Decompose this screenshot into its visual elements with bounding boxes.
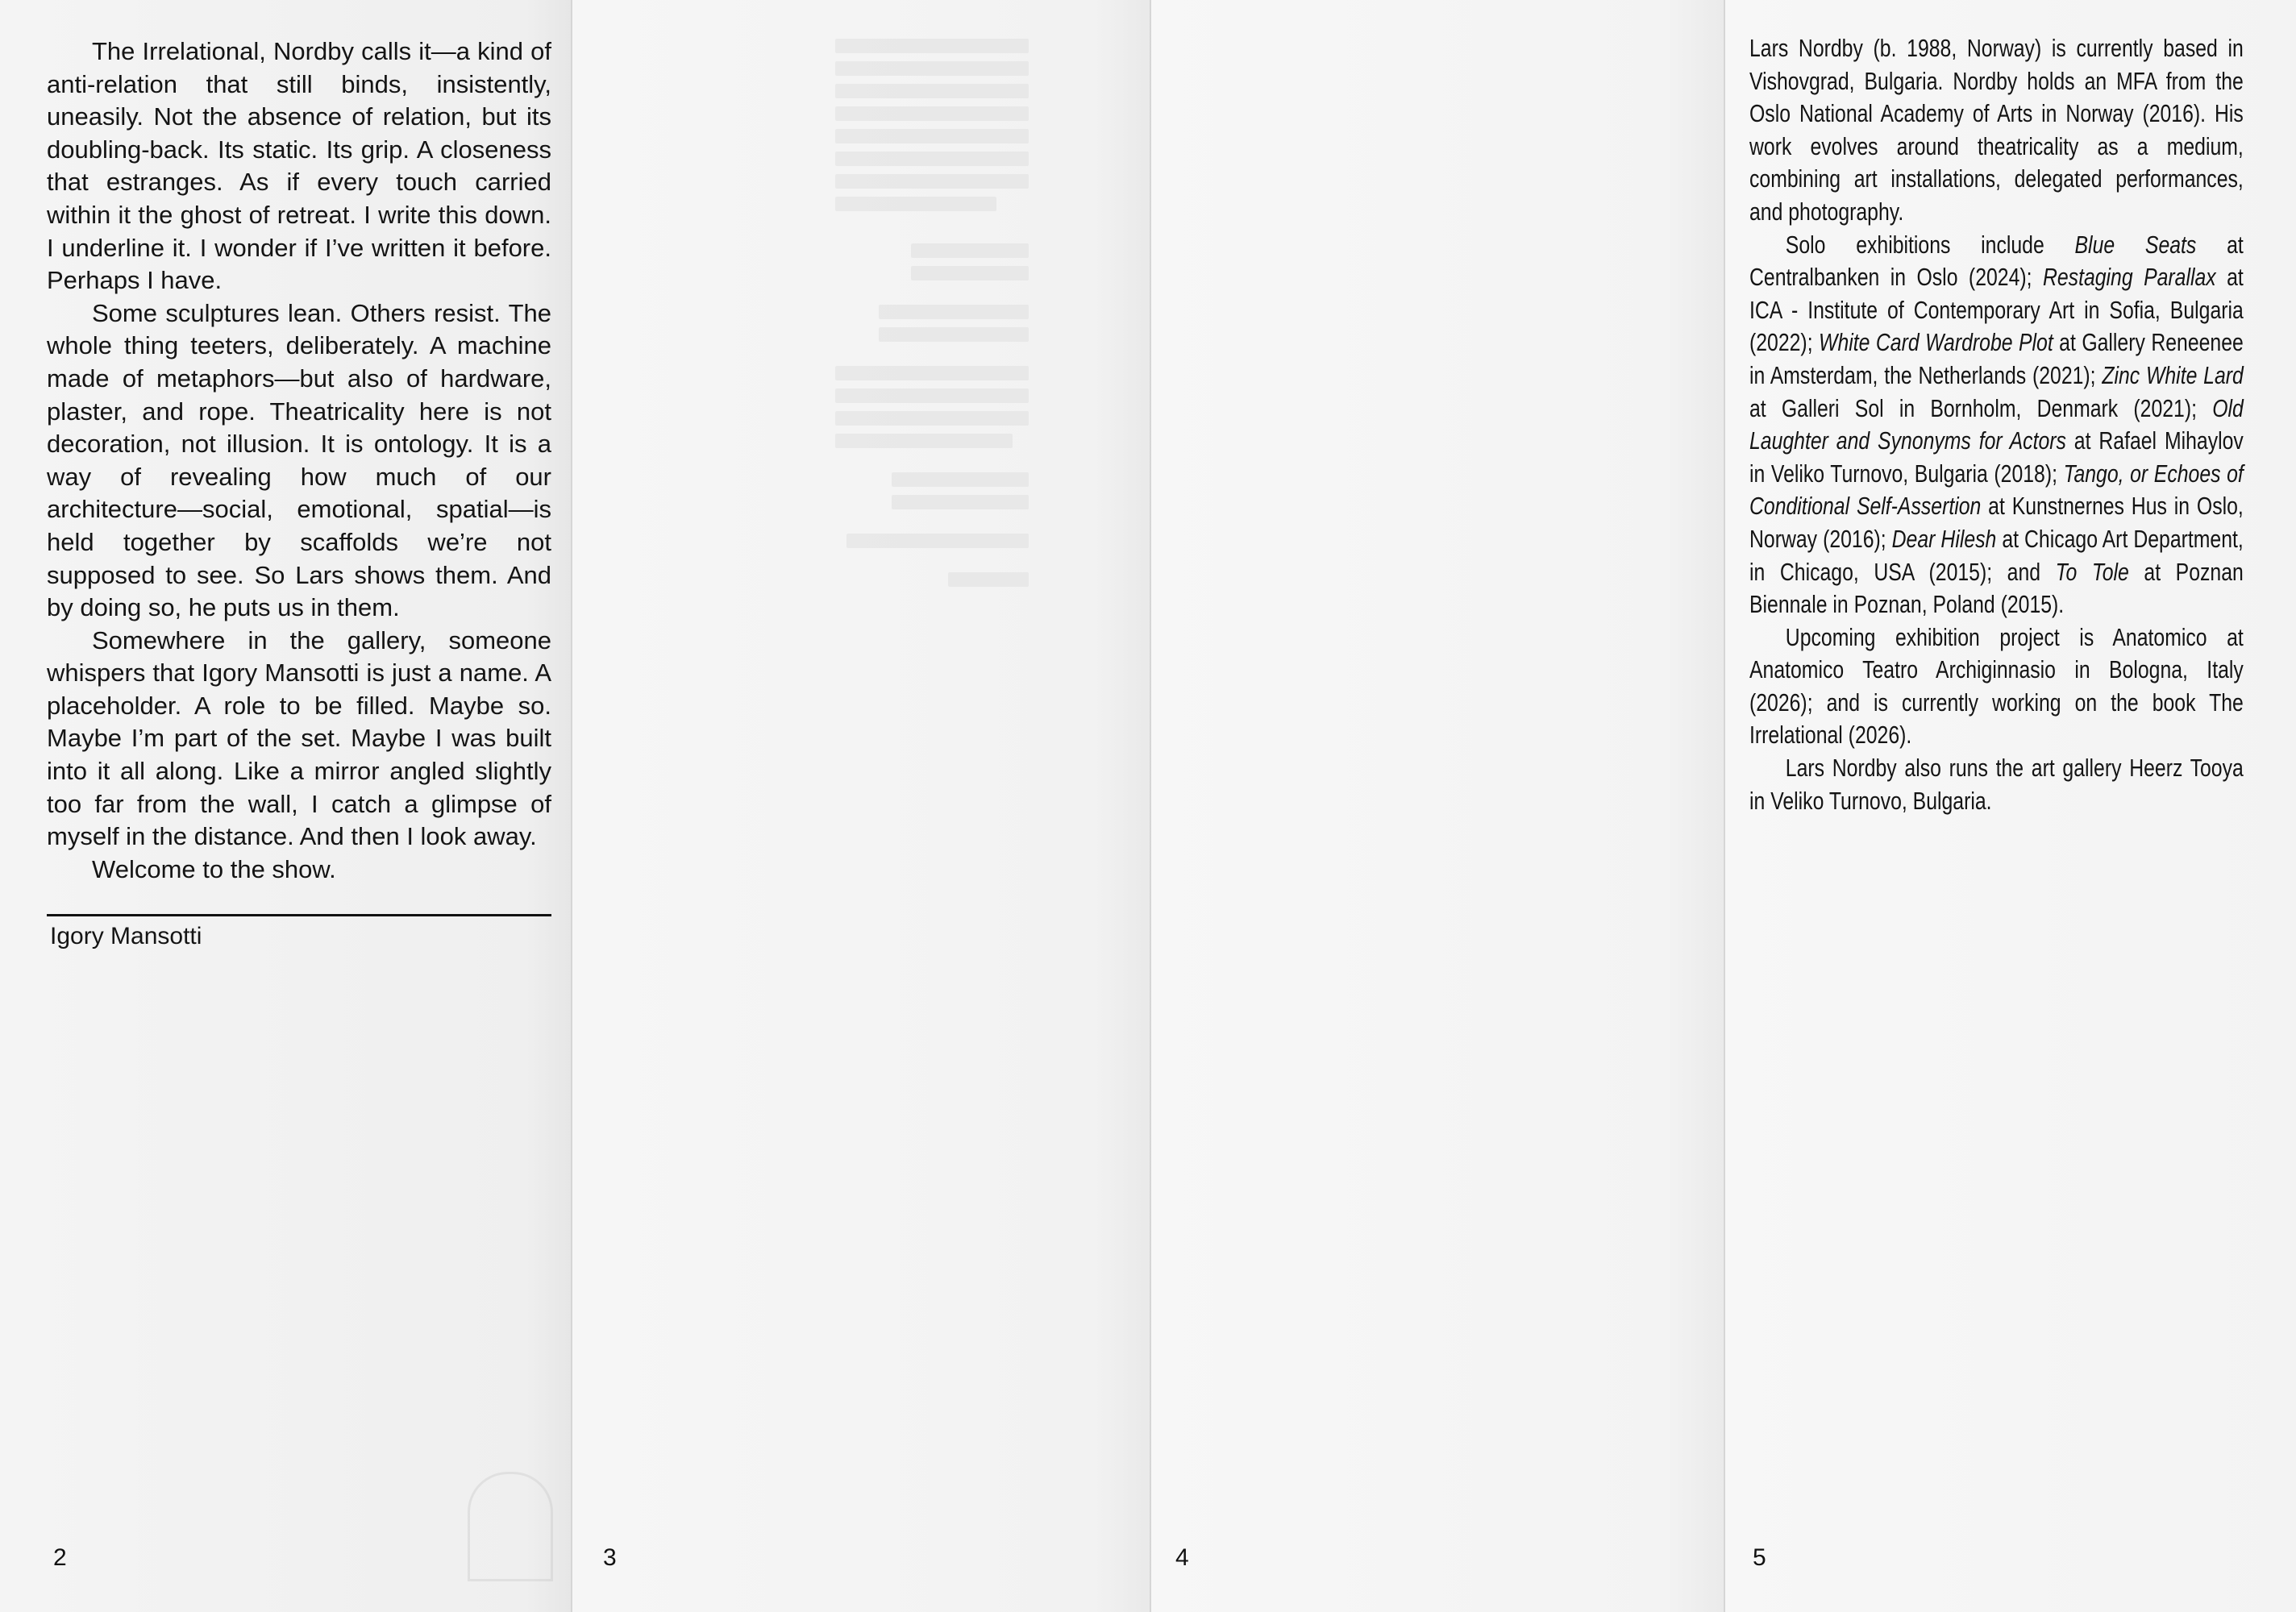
exhibition-text: at Gallery Reneenee in Amsterdam, the Netherlands (2021); <box>1749 328 2244 389</box>
exhibition-text: at Chicago Art Department, in Chicago, USA (2015); and <box>1749 524 2244 586</box>
signature-rule <box>47 914 551 916</box>
page-number: 3 <box>603 1544 617 1571</box>
exhibition-text: at Poznan Biennale in Poznan, Poland (2015). <box>1749 557 2244 619</box>
show-through-text <box>892 472 1029 487</box>
exhibition-title: White Card Wardrobe Plot <box>1819 328 2053 357</box>
show-through-text <box>835 106 1029 121</box>
exhibition-text: at Galleri Sol in Bornholm, Denmark (2021); <box>1749 393 2213 422</box>
show-through-text <box>835 174 1029 189</box>
exhibition-text: at Rafael Mihaylov in Veliko Turnovo, Bulgaria (2018); <box>1749 426 2244 488</box>
page-four <box>1151 0 1725 1612</box>
exhibition-title: Zinc White Lard <box>2102 360 2244 389</box>
page-five <box>1725 0 2296 1612</box>
page-number: 4 <box>1175 1544 1189 1571</box>
essay-closing-line: Welcome to the show. <box>92 854 336 883</box>
exhibition-text: Solo exhibitions include <box>1785 230 2075 259</box>
essay-text <box>47 35 551 886</box>
exhibition-title: Dear Hilesh <box>1891 524 1997 553</box>
solo-exhibitions-paragraph <box>1749 229 2244 621</box>
show-through-text <box>911 243 1029 258</box>
exhibition-text: at Centralbanken in Oslo (2024); <box>1749 230 2244 292</box>
essay-paragraph: Somewhere in the gallery, someone whispers that Igory Mansotti is just a name. A placeholder. A role to be filled. Maybe so. Maybe I’m part of the set. Maybe I was built into it all along. Like a mirror angled slightly too far from the wall, I catch a glimpse of myself in the distance. And then I look away. <box>47 625 551 851</box>
essay-paragraph: The Irrelational, Nordby calls it—a kind of anti-relation that still binds, insistently, uneasily. Not the absence of relation, but its doubling-back. Its static. Its grip. A closeness that estranges. As if every touch carried within it the ghost of retreat. I write this down. I underline it. I wonder if I’ve written it before. Perhaps I have. <box>47 37 551 295</box>
show-through-text <box>835 152 1029 166</box>
page-three <box>572 0 1151 1612</box>
artist-biography <box>1749 32 2244 817</box>
exhibition-text: at ICA - Institute of Contemporary Art in Sofia, Bulgaria (2022); <box>1749 263 2244 357</box>
show-through-arch-shape <box>468 1472 553 1581</box>
show-through-text <box>835 197 996 211</box>
gallery-paragraph: Lars Nordby also runs the art gallery Heerz Tooya in Veliko Turnovo, Bulgaria. <box>1749 754 2244 815</box>
show-through-text <box>835 84 1029 98</box>
page-two <box>0 0 572 1612</box>
upcoming-paragraph: Upcoming exhibition project is Anatomico at Anatomico Teatro Archiginnasio in Bologna, Italy (2026); and is currently working on the book The Irrelational (2026). <box>1749 622 2244 750</box>
page-number: 5 <box>1753 1544 1766 1571</box>
show-through-text <box>879 327 1029 342</box>
show-through-text <box>835 388 1029 403</box>
author-signature: Igory Mansotti <box>50 923 202 949</box>
show-through-text <box>879 305 1029 319</box>
show-through-text <box>835 129 1029 143</box>
bio-paragraph: Lars Nordby (b. 1988, Norway) is currently based in Vishovgrad, Bulgaria. Nordby holds an MFA from the Oslo National Academy of Arts in Norway (2016). His work evolves around theatricality as a medium, combining art installations, delegated performances, and photography. <box>1749 34 2244 226</box>
show-through-text <box>835 61 1029 76</box>
show-through-text <box>892 495 1029 509</box>
exhibition-title: Tango, or Echoes of Conditional Self-Assertion <box>1749 459 2244 521</box>
exhibition-text: at Kunstnernes Hus in Oslo, Norway (2016); <box>1749 492 2244 553</box>
show-through-text <box>835 366 1029 380</box>
show-through-text <box>846 534 1029 548</box>
page-number: 2 <box>53 1544 67 1571</box>
show-through-text <box>835 434 1013 448</box>
exhibition-title: Restaging Parallax <box>2042 263 2216 292</box>
exhibition-title: Blue Seats <box>2074 230 2197 259</box>
essay-paragraph: Some sculptures lean. Others resist. The whole thing teeters, deliberately. A machine made of metaphors—but also of hardware, plaster, and rope. Theatricality here is not decoration, not illusion. It is ontology. It is a way of revealing how much of our architecture—social, emotional, spatial—is held together by scaffolds we’re not supposed to see. So Lars shows them. And by doing so, he puts us in them. <box>47 298 551 622</box>
show-through-text <box>835 39 1029 53</box>
show-through-text <box>911 266 1029 280</box>
show-through-text <box>948 572 1029 587</box>
exhibition-title: Old Laughter and Synonyms for Actors <box>1749 393 2244 455</box>
exhibition-title: To Tole <box>2055 557 2129 586</box>
show-through-text <box>835 411 1029 426</box>
